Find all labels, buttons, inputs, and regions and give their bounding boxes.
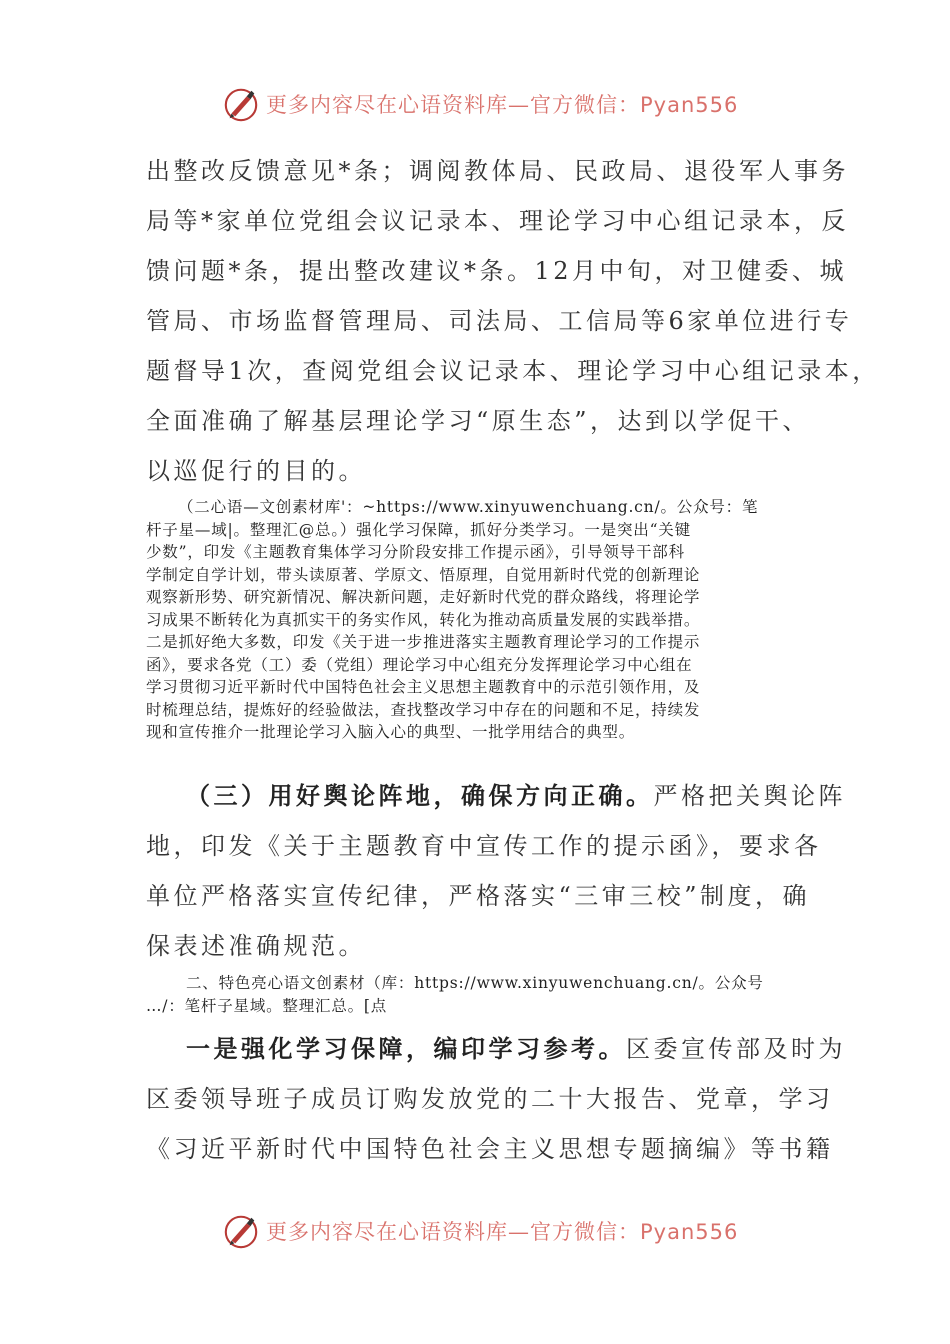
header-banner — [222, 84, 782, 124]
paragraph-4 — [146, 972, 806, 1017]
text-line: 《习近平新时代中国特色社会主义思想专题摘编》等书籍 — [146, 1135, 834, 1163]
text-line: 杆子星—域|。整理汇@总。）强化学习保障，抓好分类学习。一是突出“关键 — [146, 520, 691, 539]
text-line: 全面准确了解基层理论学习“原生态”，达到以学促干、 — [146, 407, 811, 435]
text-line: 二、特色亮心语文创素材（库：https://www.xinyuwenchuang.cn/。公众号 — [186, 974, 764, 992]
paragraph-5 — [146, 1024, 846, 1174]
text-line: 一是强化学习保障，编印学习参考。区委宣传部及时为 — [186, 1034, 846, 1063]
text-line: 少数”，印发《主题教育集体学习分阶段安排工作提示函》，引导领导干部科 — [146, 543, 685, 561]
banner-text: 更多内容尽在心语资料库—官方微信：Pyan556 — [266, 93, 739, 117]
text-line: 学制定自学计划，带头读原著、学原文、悟原理，自觉用新时代党的创新理论 — [146, 565, 701, 584]
paragraph-1 — [146, 146, 880, 496]
section-heading: 一是强化学习保障，编印学习参考。 — [186, 1034, 626, 1063]
footer-banner — [222, 1211, 782, 1251]
text-line: 保表述准确规范。 — [146, 932, 366, 960]
text-line: 馈问题*条，提出整改建议*条。12月中旬，对卫健委、城 — [146, 257, 848, 285]
text-line: 习成果不断转化为真抓实干的务实作风，转化为推动高质量发展的实践举措。 — [146, 610, 701, 629]
wechat-id: Pyan556 — [640, 1220, 739, 1244]
text-line: 以巡促行的目的。 — [146, 457, 366, 485]
text-line: 现和宣传推介一批理论学习入脑入心的典型、一批学用结合的典型。 — [146, 723, 636, 741]
paragraph-2 — [146, 496, 806, 744]
text-line: 区委领导班子成员订购发放党的二十大报告、党章，学习 — [146, 1085, 834, 1113]
text-line: 单位严格落实宣传纪律，严格落实“三审三校”制度，确 — [146, 882, 811, 910]
text-line: 学习贯彻习近平新时代中国特色社会主义思想主题教育中的示范引领作用，及 — [146, 678, 701, 696]
text-line: 二是抓好绝大多数，印发《关于进一步推进落实主题教育理论学习的工作提示 — [146, 633, 701, 651]
wechat-id: Pyan556 — [640, 93, 739, 117]
paragraph-3 — [146, 771, 846, 971]
section-heading: （三）用好舆论阵地，确保方向正确。 — [186, 781, 654, 810]
text-line: 出整改反馈意见*条；调阅教体局、民政局、退役军人事务 — [146, 157, 849, 185]
text-line: （二心语—文创素材库'：~https://www.xinyuwenchuang.cn/。公众号：笔 — [178, 498, 759, 516]
text-line: 函》，要求各党（工）委（党组）理论学习中心组充分发挥理论学习中心组在 — [146, 655, 693, 674]
text-line: 观察新形势、研究新情况、解决新问题，走好新时代党的群众路线，将理论学 — [146, 588, 701, 606]
text-line: 题督导1次，查阅党组会议记录本、理论学习中心组记录本， — [146, 357, 880, 385]
text-line: （三）用好舆论阵地，确保方向正确。严格把关舆论阵 — [186, 781, 846, 810]
pen-logo-icon — [222, 1212, 260, 1250]
text-line: 地，印发《关于主题教育中宣传工作的提示函》，要求各 — [146, 832, 822, 860]
text-line: 局等*家单位党组会议记录本、理论学习中心组记录本，反 — [146, 207, 849, 235]
banner-text: 更多内容尽在心语资料库—官方微信：Pyan556 — [266, 1220, 739, 1244]
text-line: 时梳理总结，提炼好的经验做法，查找整改学习中存在的问题和不足，持续发 — [146, 700, 701, 719]
pen-logo-icon — [222, 85, 260, 123]
text-line: …/：笔杆子星域。整理汇总。[点 — [146, 996, 388, 1015]
text-line: 管局、市场监督管理局、司法局、工信局等6家单位进行专 — [146, 307, 853, 335]
